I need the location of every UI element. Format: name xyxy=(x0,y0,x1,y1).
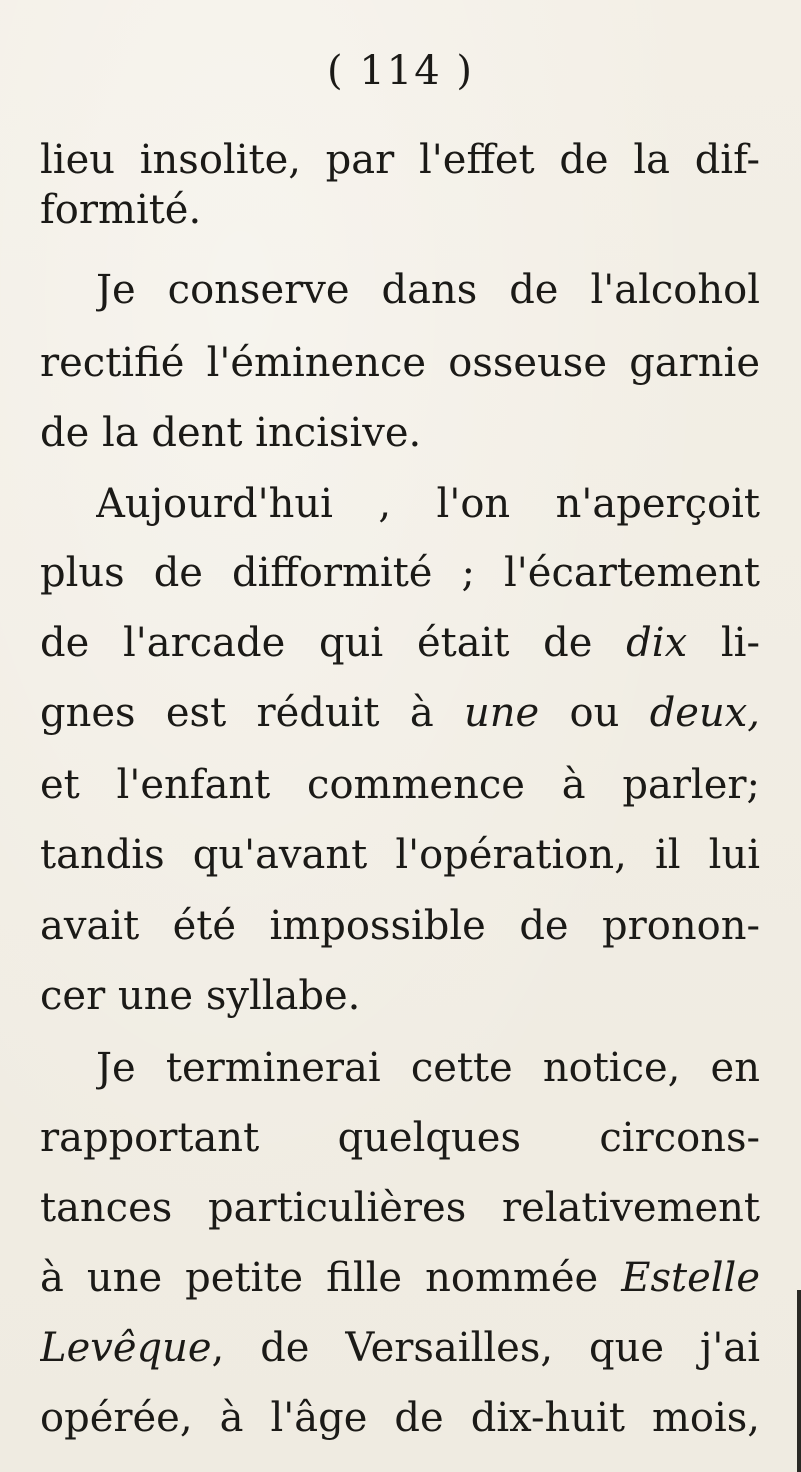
text-run: , de Versailles, que j'ai xyxy=(211,1325,760,1371)
text-line: Je terminerai cette notice, en xyxy=(96,1045,760,1091)
text-line: rectifié l'éminence osseuse garnie xyxy=(40,340,760,386)
italic-run: dix xyxy=(626,620,688,666)
text-line: plus de difformité ; l'écartement xyxy=(40,550,760,596)
text-line xyxy=(40,1320,760,1376)
page-number: ( 114 ) xyxy=(327,48,474,94)
text-run: à une petite fille nommée xyxy=(40,1255,622,1301)
text-line xyxy=(40,685,760,741)
text-run: ou xyxy=(539,690,650,736)
italic-run: une xyxy=(464,690,540,736)
text-line: formité. xyxy=(40,187,202,233)
text-line: de la dent incisive. xyxy=(40,410,422,456)
text-line: rapportant quelques circons- xyxy=(40,1115,760,1161)
text-line: Aujourd'hui , l'on n'aperçoit xyxy=(96,481,760,527)
text-line: opérée, à l'âge de dix-huit mois, xyxy=(40,1395,760,1441)
text-line: tances particulières relativement xyxy=(40,1185,760,1231)
text-line xyxy=(40,1250,760,1306)
text-line: et l'enfant commence à parler; xyxy=(40,762,760,808)
text-line: lieu insolite, par l'effet de la dif- xyxy=(40,137,760,183)
text-run: de l'arcade qui était de xyxy=(40,620,627,666)
italic-run: Levêque xyxy=(40,1325,212,1371)
text-line: avait été impossible de pronon- xyxy=(40,903,760,949)
text-line: tandis qu'avant l'opération, il lui xyxy=(40,832,760,878)
text-line xyxy=(40,615,760,671)
page-edge-shadow xyxy=(797,1290,801,1472)
text-line: cer une syllabe. xyxy=(40,973,361,1019)
text-run: li- xyxy=(687,620,760,666)
italic-run: deux, xyxy=(649,690,760,736)
italic-run: Estelle xyxy=(621,1255,760,1301)
text-run: gnes est réduit à xyxy=(40,690,464,736)
text-line: Je conserve dans de l'alcohol xyxy=(96,267,760,313)
